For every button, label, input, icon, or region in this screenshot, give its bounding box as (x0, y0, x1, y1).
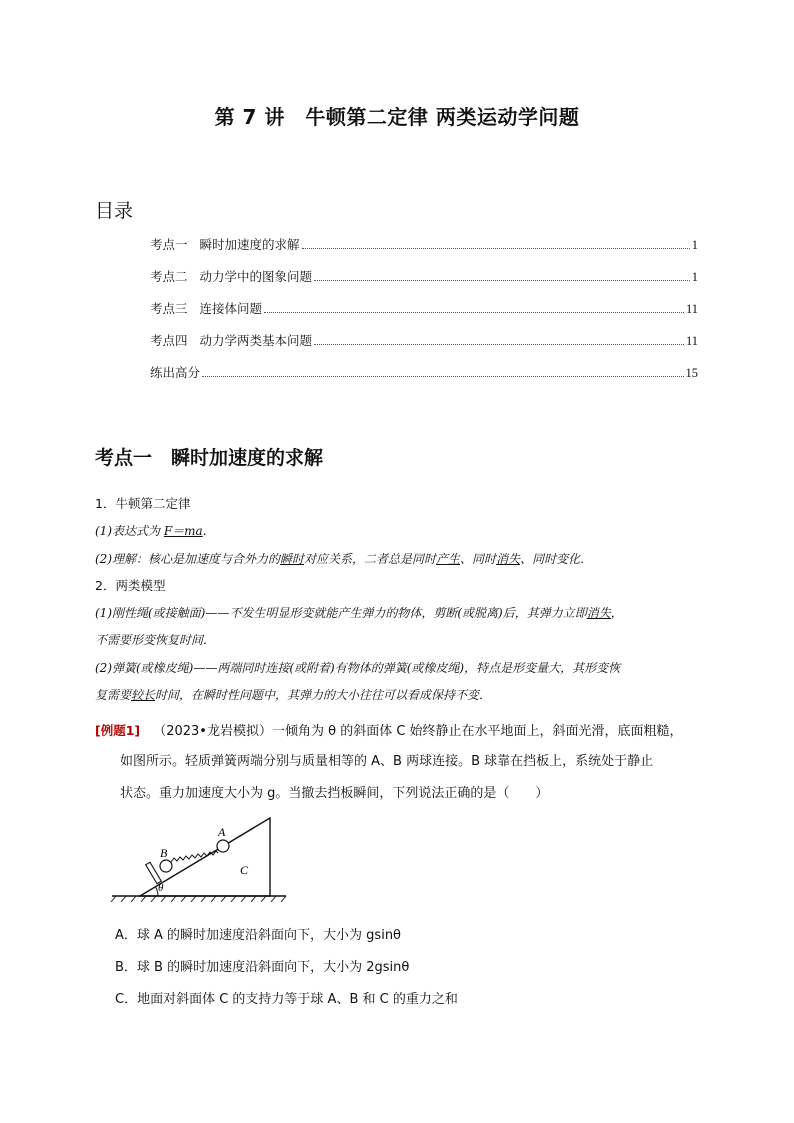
toc-leader (314, 344, 684, 345)
ball-b (160, 860, 172, 872)
toc-item-1[interactable] (150, 233, 698, 253)
label-b: B (160, 846, 168, 860)
toc-item-num: 考点四 (150, 333, 188, 348)
toc-item-text: 动力学中的图象问题 (199, 269, 313, 284)
underline-term: 产生 (436, 552, 461, 566)
underline-term: 瞬时 (280, 552, 305, 566)
ground-hatch (111, 896, 286, 902)
toc-item-num: 考点三 (150, 301, 188, 316)
toc-item-text: 动力学两类基本问题 (199, 333, 313, 348)
para-spring-line1: (2)弹簧(或橡皮绳)——两端同时连接(或附着)有物体的弹簧(或橡皮绳)，特点是形变量大，其形变恢 (95, 661, 621, 675)
toc-leader (302, 248, 690, 249)
toc-leader (202, 376, 683, 377)
toc-item-page: 1 (691, 270, 698, 284)
example-label: [例题1] (95, 723, 141, 738)
toc-item-num: 考点二 (150, 269, 188, 284)
option-b[interactable]: B．球 B 的瞬时加速度沿斜面向下，大小为 2gsinθ (115, 960, 410, 975)
example-line1: [例题1] （2023•龙岩模拟）一倾角为 θ 的斜面体 C 始终静止在水平地面上，斜面光滑，底面粗糙， (95, 723, 683, 739)
para-expression: (1)表达式为 F＝ma. (95, 524, 207, 538)
page-title: 第 7 讲 牛顿第二定律 两类运动学问题 (214, 105, 580, 129)
label-c: C (240, 863, 249, 877)
underline-term: 较长 (131, 688, 156, 702)
toc-item-num: 考点一 (150, 237, 188, 252)
toc-heading: 目录 (95, 200, 134, 222)
toc-item-4[interactable] (150, 329, 698, 349)
underline-term: 消失 (586, 606, 611, 620)
toc-item-page: 1 (691, 238, 698, 252)
toc-item-text: 练出高分 (150, 365, 201, 380)
toc-leader (314, 280, 690, 281)
toc-item-page: 11 (685, 334, 698, 348)
toc-item-page: 15 (685, 366, 698, 380)
underline-term: 消失 (496, 552, 521, 566)
label-a: A (218, 825, 226, 839)
para-rigid-line2: 不需要形变恢复时间． (95, 633, 216, 647)
ball-a (217, 840, 229, 852)
option-c[interactable]: C．地面对斜面体 C 的支持力等于球 A、B 和 C 的重力之和 (115, 992, 458, 1007)
toc-item-text: 连接体问题 (199, 301, 263, 316)
spring (171, 851, 218, 862)
toc-item-2[interactable] (150, 265, 698, 285)
formula: F＝ma (163, 524, 203, 538)
para-understanding: (2)理解：核心是加速度与合外力的瞬时对应关系，二者总是同时产生、同时消失、同时变化． (95, 552, 593, 566)
option-a[interactable]: A．球 A 的瞬时加速度沿斜面向下，大小为 gsinθ (115, 928, 402, 943)
example-line2: 如图所示。轻质弹簧两端分别与质量相等的 A、B 两球连接。B 球靠在挡板上，系统处于静止 (120, 754, 654, 769)
toc-item-3[interactable] (150, 297, 698, 317)
toc-item-text: 瞬时加速度的求解 (199, 237, 300, 252)
para-spring-line2: 复需要较长时间，在瞬时性问题中，其弹力的大小往往可以看成保持不变． (95, 688, 492, 702)
subheading-1: 1．牛顿第二定律 (95, 496, 191, 511)
toc-item-page: 11 (685, 302, 698, 316)
toc-leader (264, 312, 684, 313)
example-line3: 状态。重力加速度大小为 g。当撤去挡板瞬间，下列说法正确的是（ ） (120, 786, 549, 801)
label-theta: θ (158, 882, 164, 894)
baffle-plate (146, 862, 162, 883)
section-heading: 考点一 瞬时加速度的求解 (95, 447, 324, 469)
incline-figure (110, 812, 290, 902)
para-rigid-line1: (1)刚性绳(或接触面)——不发生明显形变就能产生弹力的物体，剪断(或脱离)后，其弹力立即消失， (95, 606, 623, 620)
toc-item-5[interactable] (150, 361, 698, 381)
subheading-2: 2．两类模型 (95, 578, 166, 593)
